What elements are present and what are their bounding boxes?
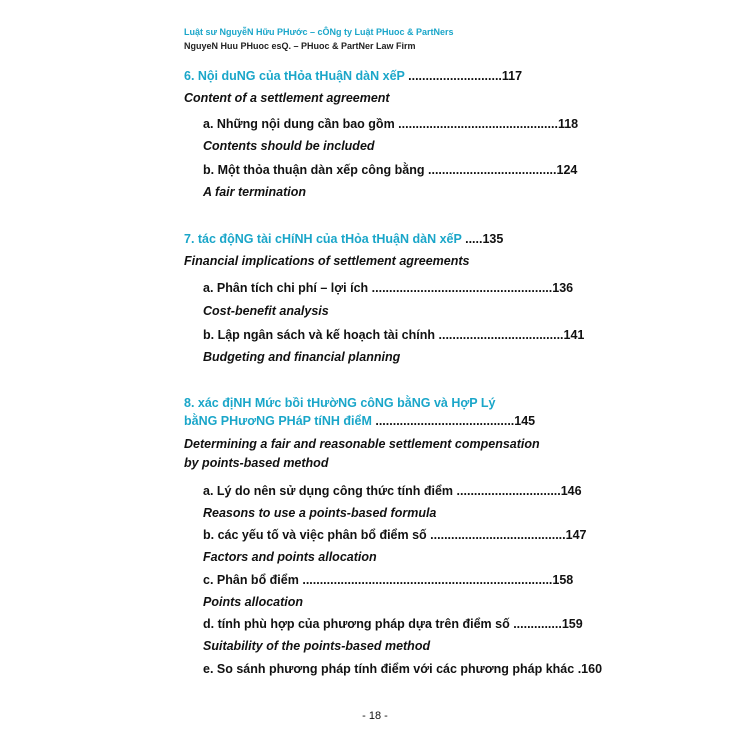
- toc-page-number: 136: [552, 281, 574, 295]
- toc-page-number: 135: [482, 232, 504, 246]
- toc-page-number: 160: [581, 662, 603, 676]
- toc-item-title: b. Một thỏa thuận dàn xếp công bằng: [203, 163, 425, 177]
- toc-leader-dots: ..............................: [456, 484, 561, 498]
- toc-item-title: b. Lập ngân sách và kế hoạch tài chính: [203, 328, 436, 342]
- toc-item[interactable]: [203, 484, 582, 498]
- toc-item-subtitle: Factors and points allocation: [203, 550, 377, 564]
- toc-leader-dots: ..............................................: [398, 117, 558, 131]
- toc-leader-dots: .......................................: [430, 528, 566, 542]
- toc-item-subtitle: Budgeting and financial planning: [203, 350, 401, 364]
- toc-item[interactable]: [203, 328, 584, 342]
- toc-item[interactable]: [203, 662, 602, 676]
- toc-page-number: 118: [557, 117, 579, 131]
- toc-section-8[interactable]: [184, 414, 535, 428]
- toc-leader-dots: ....................................: [438, 328, 564, 342]
- toc-item-title: e. So sánh phương pháp tính điểm với các phương pháp khác: [203, 662, 575, 676]
- toc-section-subtitle: Determining a fair and reasonable settlement compensation: [184, 437, 540, 451]
- toc-item[interactable]: [203, 528, 586, 542]
- toc-section-subtitle: Financial implications of settlement agreements: [184, 254, 470, 268]
- toc-item-subtitle: Reasons to use a points-based formula: [203, 506, 437, 520]
- toc-item-subtitle: Points allocation: [203, 595, 304, 609]
- toc-item-title: d. tính phù hợp của phương pháp dựa trên điểm số: [203, 617, 510, 631]
- toc-item-title: a. Phân tích chi phí – lợi ích: [203, 281, 369, 295]
- toc-section-subtitle: Content of a settlement agreement: [184, 91, 390, 105]
- toc-leader-dots: ........................................................................: [302, 573, 553, 587]
- toc-section-subtitle-line2: by points-based method: [184, 456, 329, 470]
- toc-item[interactable]: [203, 573, 573, 587]
- toc-leader-dots: ........................................: [375, 414, 515, 428]
- toc-item-title: c. Phân bổ điểm: [203, 573, 299, 587]
- toc-section-title: 6. Nội duNG của tHỏa tHuậN dàN xếP: [184, 69, 405, 83]
- running-header-en: NguyeN Huu PHuoc esQ. – PHuoc & PartNer Law Firm: [184, 41, 416, 51]
- toc-leader-dots: .....................................: [428, 163, 557, 177]
- toc-item[interactable]: [203, 617, 583, 631]
- toc-page-number: 146: [560, 484, 582, 498]
- toc-item[interactable]: [203, 163, 577, 177]
- toc-page-number: 159: [561, 617, 583, 631]
- toc-section-8-title-line1[interactable]: 8. xác địNH Mức bồi tHườNG côNG bằNG và HợP Lý: [184, 396, 496, 410]
- toc-page-number: 124: [556, 163, 578, 177]
- page-number: - 18 -: [362, 710, 388, 722]
- toc-item[interactable]: [203, 117, 578, 131]
- toc-item-subtitle: Cost-benefit analysis: [203, 304, 329, 318]
- toc-page-number: 145: [514, 414, 536, 428]
- toc-section-title: bằNG PHươNG PHáP tíNH điểM: [184, 414, 372, 428]
- toc-section-title: 7. tác độNG tài cHíNH của tHỏa tHuậN dàN xếP: [184, 232, 462, 246]
- toc-leader-dots: .....: [465, 232, 483, 246]
- toc-page-number: 158: [552, 573, 574, 587]
- toc-page-number: 141: [563, 328, 585, 342]
- toc-leader-dots: ...........................: [408, 69, 502, 83]
- toc-item-title: a. Lý do nên sử dụng công thức tính điểm: [203, 484, 454, 498]
- toc-item-title: b. các yếu tố và việc phân bổ điểm số: [203, 528, 427, 542]
- toc-item-subtitle: Contents should be included: [203, 139, 375, 153]
- toc-item-subtitle: Suitability of the points-based method: [203, 639, 431, 653]
- toc-item[interactable]: [203, 281, 573, 295]
- toc-page-number: 147: [565, 528, 587, 542]
- toc-item-subtitle: A fair termination: [203, 185, 307, 199]
- toc-leader-dots: ..............: [513, 617, 562, 631]
- toc-section-7[interactable]: [184, 232, 503, 246]
- running-header-vi: Luật sư NguyễN Hữu PHước – cÔNg ty Luật PHuoc & PartNers: [184, 27, 454, 37]
- toc-section-6[interactable]: [184, 69, 522, 83]
- toc-leader-dots: ....................................................: [371, 281, 553, 295]
- toc-item-title: a. Những nội dung cần bao gồm: [203, 117, 395, 131]
- toc-leader-dots: .: [577, 662, 582, 676]
- toc-page-number: 117: [501, 69, 523, 83]
